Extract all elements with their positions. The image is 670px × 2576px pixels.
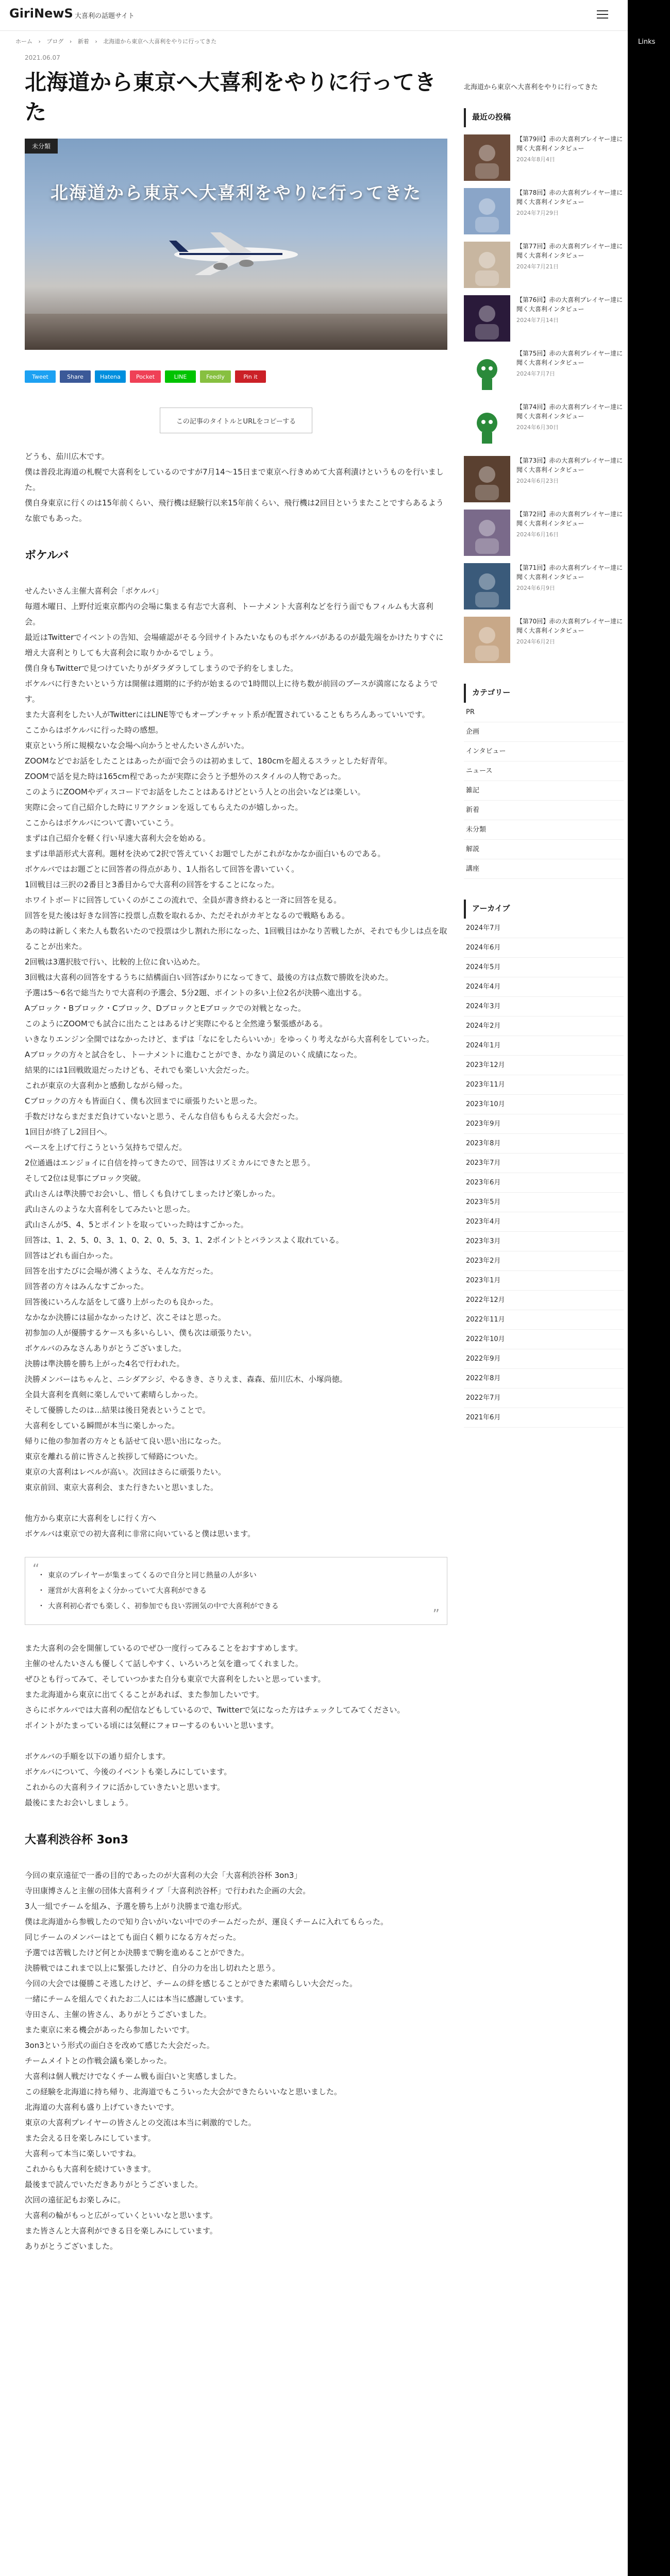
archive-link[interactable]: 2022年8月: [464, 1369, 624, 1388]
archive-link[interactable]: 2024年1月: [464, 1036, 624, 1056]
paragraph-line: 手数だけならまだまだ負けていないと思う、そんな自信ももらえる大会だった。: [25, 1112, 304, 1121]
recent-post-item[interactable]: [464, 456, 624, 502]
paragraph-line: 最後まで読んでいただきありがとうございました。: [25, 2180, 203, 2189]
paragraph-line: 回答者の方々はみんなすごかった。: [25, 1282, 149, 1291]
paragraph-line: ボケルバについて、今後のイベントも楽しみにしています。: [25, 1767, 232, 1776]
category-link[interactable]: PR: [464, 703, 624, 722]
paragraph-line: ボケルバに行きたいという方は開催は週期的に予約が始まるので1時間以上に待ち数が前回のブースが満席になるようです。: [25, 679, 438, 704]
hero-text: 北海道から東京へ大喜利をやりに行ってきた: [51, 183, 422, 204]
post-thumbnail[interactable]: [464, 402, 510, 449]
paragraph-line: 2回戦は3選択肢で行い、比較的上位に食い込めた。: [25, 957, 205, 967]
paragraph-line: 今回の大会では優勝こそ逃したけど、チームの絆を感じることができた素晴らしい大会だった。: [25, 1979, 358, 1988]
paragraph-line: 回答は、1、2、5、0、3、1、0、2、0、5、3、1、2ポイントとバランスよく取れている。: [25, 1235, 344, 1245]
post-meta: [516, 456, 624, 485]
paragraph-line: チームメイトとの作戦会議も楽しかった。: [25, 2056, 172, 2065]
paragraph-line: 回答後にいろんな話をして盛り上がったのも良かった。: [25, 1297, 219, 1307]
paragraph-line: 3人一組でチームを組み、予選を勝ち上がり決勝まで進む形式。: [25, 1902, 247, 1911]
category-link[interactable]: 講座: [464, 859, 624, 879]
post-meta: [516, 188, 624, 217]
share-line-button[interactable]: LINE: [165, 370, 196, 383]
archive-link[interactable]: 2024年5月: [464, 958, 624, 977]
paragraph-line: ボケルバではお題ごとに回答者の得点があり、1人指名して回答を書いていく。: [25, 865, 299, 874]
paragraph-line: 僕は普段北海道の札幌で大喜利をしているのですが7月14〜15日まで東京へ行きめめて大喜利漬けというものを行いました。: [25, 467, 444, 492]
post-thumbnail[interactable]: [464, 188, 510, 234]
paragraph-line: 最後にまたお会いしましょう。: [25, 1798, 133, 1807]
paragraph-line: 大喜利の輪がもっと広がっていくといいなと思います。: [25, 2211, 217, 2220]
post-title-link[interactable]: 【第73回】赤の大喜利プレイヤー達に聞く大喜利インタビュー: [516, 457, 623, 473]
breadcrumb: ホーム › ブログ › 新着 › 北海道から東京へ大喜利をやりに行ってきた: [15, 38, 217, 45]
archive-link[interactable]: 2022年12月: [464, 1291, 624, 1310]
category-link[interactable]: 企画: [464, 722, 624, 742]
section-3on3-text: [25, 1868, 447, 2254]
paragraph-line: このようにZOOMやディスコードでお話をしたことはあるけどという人との出会いなどは楽しい。: [25, 787, 365, 796]
section-advice-text: [25, 1511, 447, 1541]
post-date: 2021.06.07: [25, 54, 60, 61]
paragraph-line: 東京を離れる前に皆さんと挨拶して帰路についた。: [25, 1452, 203, 1461]
paragraph-line: なかなか決勝には届かなかったけど、次こそはと思った。: [25, 1313, 226, 1322]
post-meta: [516, 402, 624, 431]
quote-item: ・ 運営が大喜利をよく分かっていて大喜利ができる: [38, 1583, 434, 1599]
paragraph-line: 他方から東京に大喜利をしに行く方へ: [25, 1514, 157, 1523]
copy-title-url-button[interactable]: この記事のタイトルとURLをコピーする: [160, 408, 312, 433]
post-date: 2024年6月9日: [516, 585, 555, 591]
archive-link[interactable]: 2022年11月: [464, 1310, 624, 1330]
site-header: [0, 0, 670, 31]
category-list: [464, 703, 624, 879]
recent-post-item[interactable]: [464, 242, 624, 288]
recent-posts-list: [464, 134, 624, 663]
paragraph-line: 寺田康博さんと主催の団体大喜利ライブ「大喜利渋谷杯」で行われた企画の大会。: [25, 1886, 311, 1895]
paragraph-line: Aブロックの方々と試合をし、トーナメントに進むことができ、かなり満足のいく成績になった。: [25, 1050, 362, 1059]
category-link[interactable]: 未分類: [464, 820, 624, 840]
paragraph-line: 大喜利って本当に楽しいですね。: [25, 2149, 141, 2158]
paragraph-line: 僕自身東京に行くのは15年前くらい、飛行機は経験行以来15年前くらい、飛行機は2回目というまたことですらあるような旅でもあった。: [25, 498, 444, 523]
post-thumbnail[interactable]: [464, 349, 510, 395]
paragraph-line: 予選では苦戦したけど何とか決勝まで駒を進めることができた。: [25, 1948, 249, 1957]
sidebar-title-text: 北海道から東京へ大喜利をやりに行ってきた: [464, 83, 598, 91]
paragraph-line: 1回戦目は三択の2番目と3番目からで大喜利の回答をすることになった。: [25, 880, 279, 889]
category-link[interactable]: 雑記: [464, 781, 624, 801]
post-title-link[interactable]: 【第78回】赤の大喜利プレイヤー達に聞く大喜利インタビュー: [516, 189, 623, 206]
paragraph-line: どうも、茄川広木です。: [25, 452, 109, 461]
paragraph-line: 全員大喜利を真剣に楽しんでいて素晴らしかった。: [25, 1390, 203, 1399]
paragraph-line: ボケルバのみなさんありがとうございました。: [25, 1344, 187, 1353]
paragraph-line: 回答を出すたびに会場が沸くような、そんな方だった。: [25, 1266, 219, 1276]
post-thumbnail[interactable]: [464, 510, 510, 556]
quote-box: [25, 1557, 447, 1625]
paragraph-line: 帰りに他の参加者の方々とも話せて良い思い出になった。: [25, 1436, 226, 1446]
post-thumbnail[interactable]: [464, 563, 510, 609]
category-badge[interactable]: 未分類: [25, 139, 58, 154]
paragraph-line: 武山さんは準決勝でお会いし、惜しくも負けてしまったけど楽しかった。: [25, 1189, 280, 1198]
paragraph-line: いきなりエンジン全開ではなかったけど、まずは「なにをしたらいいか」をゆっくり考えながら大喜利をしていった。: [25, 1035, 434, 1044]
paragraph-line: 北海道の大喜利も盛り上げていきたいです。: [25, 2103, 179, 2112]
post-date: 2024年8月4日: [516, 156, 555, 163]
paragraph-line: また大喜利の会を開催しているのでぜひ一度行ってみることをおすすめします。: [25, 1643, 303, 1653]
post-meta: [516, 295, 624, 324]
breadcrumb-current: 北海道から東京へ大喜利をやりに行ってきた: [103, 38, 217, 45]
section-closing-text: [25, 1749, 447, 1810]
quote-close-icon: ”: [432, 1607, 440, 1622]
paragraph-line: 僕自身もTwitterで見つけていたりがダラダラしてしまうので予約をしました。: [25, 664, 298, 673]
post-meta: [516, 134, 624, 163]
breadcrumb-home[interactable]: ホーム: [15, 38, 32, 45]
post-thumbnail[interactable]: [464, 295, 510, 342]
recent-post-item[interactable]: [464, 510, 624, 556]
share-hatena-button[interactable]: Hatena: [95, 370, 126, 383]
paragraph-line: 東京の大喜利プレイヤーの皆さんとの交流は本当に刺激的でした。: [25, 2118, 256, 2127]
paragraph-line: そして2位は見事にブロック突破。: [25, 1174, 146, 1183]
paragraph-line: 一緒にチームを組んでくれたお二人には本当に感謝しています。: [25, 1994, 248, 2004]
paragraph-line: 東京という所に規模ないな会場へ向かうとせんたいさんがいた。: [25, 741, 249, 750]
recent-posts-heading: 最近の投稿: [464, 108, 624, 127]
paragraph-line: 決勝戦ではこれまで以上に緊張したけど、自分の力を出し切れたと思う。: [25, 1963, 280, 1973]
post-title-link[interactable]: 【第75回】赤の大喜利プレイヤー達に聞く大喜利インタビュー: [516, 350, 623, 366]
recent-post-item[interactable]: [464, 134, 624, 181]
hero-image: [25, 139, 447, 350]
quote-item: ・ 大喜利初心者でも楽しく、初参加でも良い雰囲気の中で大喜利ができる: [38, 1599, 434, 1614]
post-title-link[interactable]: 【第74回】赤の大喜利プレイヤー達に聞く大喜利インタビュー: [516, 403, 623, 420]
recent-post-item[interactable]: [464, 295, 624, 342]
post-meta: [516, 349, 624, 378]
archive-link[interactable]: 2023年4月: [464, 1212, 624, 1232]
post-meta: [516, 242, 624, 270]
site-tagline: 大喜利の話題サイト: [75, 12, 135, 20]
quote-open-icon: “: [32, 1562, 40, 1577]
section-heading-3on3: 大喜利渋谷杯 3on3: [25, 1834, 129, 1846]
post-date: 2024年7月21日: [516, 263, 559, 270]
recent-post-item[interactable]: [464, 349, 624, 395]
post-title-link[interactable]: 【第77回】赤の大喜利プレイヤー達に聞く大喜利インタビュー: [516, 243, 623, 259]
paragraph-line: また東京に来る機会があったら参加したいです。: [25, 2025, 194, 2035]
article: [25, 54, 447, 2254]
archive-link[interactable]: 2022年10月: [464, 1330, 624, 1349]
paragraph-line: ボケルバは東京での初大喜利に非常に向いていると僕は思います。: [25, 1529, 256, 1538]
post-meta: [516, 563, 624, 592]
archive-link[interactable]: 2022年9月: [464, 1349, 624, 1369]
archive-link[interactable]: 2023年5月: [464, 1193, 624, 1212]
paragraph-line: 実際に会って自己紹介した時にリアクションを返してもらえたのが嬉しかった。: [25, 803, 303, 812]
archive-link[interactable]: 2024年7月: [464, 919, 624, 938]
archive-link[interactable]: 2022年7月: [464, 1388, 624, 1408]
post-date: 2024年6月2日: [516, 638, 555, 645]
post-title-link[interactable]: 【第79回】赤の大喜利プレイヤー達に聞く大喜利インタビュー: [516, 135, 623, 152]
paragraph-line: 回答はどれも面白かった。: [25, 1251, 118, 1260]
paragraph-line: Aブロック・Bブロック・Cブロック、DブロックとEブロックでの対戦となった。: [25, 1004, 306, 1013]
post-thumbnail[interactable]: [464, 617, 510, 663]
paragraph-line: 寺田さん、主催の皆さん、ありがとうございました。: [25, 2010, 211, 2019]
paragraph-line: せんたいさん主催大喜利会「ボケルバ」: [25, 586, 163, 596]
share-buttons: [25, 370, 447, 383]
post-date: 2024年6月16日: [516, 531, 559, 538]
breadcrumb-blog[interactable]: ブログ: [46, 38, 64, 45]
archive-link[interactable]: 2023年1月: [464, 1271, 624, 1291]
paragraph-line: ここからはボケルバについて書いていこう。: [25, 818, 178, 827]
paragraph-line: 大喜利は個人戦だけでなくチーム戦も面白いと実感しました。: [25, 2072, 242, 2081]
post-title-link[interactable]: 【第70回】赤の大喜利プレイヤー達に聞く大喜利インタビュー: [516, 618, 623, 634]
paragraph-line: 次回の遠征記もお楽しみに。: [25, 2195, 126, 2205]
archive-link[interactable]: 2021年6月: [464, 1408, 624, 1428]
post-date: 2024年7月29日: [516, 210, 559, 216]
post-meta: [516, 510, 624, 538]
paragraph-line: ZOOMで話を見た時は165cm程であったが実際に会うと予想外のスタイルの人物であった。: [25, 772, 346, 781]
share-facebook-button[interactable]: Share: [60, 370, 91, 383]
paragraph-line: ペースを上げて行こうという気持ちで望んだ。: [25, 1143, 187, 1152]
paragraph-line: この経験を北海道に持ち帰り、北海道でもこういった大会ができたらいいなと思いました。: [25, 2087, 342, 2096]
paragraph-line: 毎週木曜日、上野付近東京都内の会場に集まる有志で大喜利、トーナメント大喜利などを行う面でもフィルムも大喜利会。: [25, 602, 433, 626]
paragraph-line: 大喜利をしている瞬間が本当に楽しかった。: [25, 1421, 180, 1430]
archive-link[interactable]: 2023年10月: [464, 1095, 624, 1114]
post-thumbnail[interactable]: [464, 242, 510, 288]
archive-heading: アーカイブ: [464, 900, 624, 919]
quote-item: ・ 東京のプレイヤーが集まってくるので自分と同じ熱量の人が多い: [38, 1568, 434, 1583]
paragraph-line: また皆さんと大喜利ができる日を楽しみにしています。: [25, 2226, 217, 2235]
paragraph-line: ありがとうございました。: [25, 2242, 118, 2251]
paragraph-line: 武山さんのような大喜利をしてみたいと思った。: [25, 1205, 195, 1214]
paragraph-line: また北海道から東京に出てくることがあれば、また参加したいです。: [25, 1690, 264, 1699]
post-title-link[interactable]: 【第72回】赤の大喜利プレイヤー達に聞く大喜利インタビュー: [516, 511, 623, 527]
section-after-text: [25, 1640, 447, 1733]
archive-list: [464, 919, 624, 1428]
paragraph-line: ボケルバの手順を以下の通り紹介します。: [25, 1752, 171, 1761]
quote-list: [38, 1568, 434, 1614]
paragraph-line: 僕は北海道から参戦したので知り合いがいない中でのチームだったが、運良くチームに入れてもらった。: [25, 1917, 389, 1926]
archive-link[interactable]: 2023年7月: [464, 1154, 624, 1173]
paragraph-line: また大喜利をしたい人がTwitterにはLINE等でもオープンチャット系が配置されていることもちろんあっていいです。: [25, 710, 430, 719]
archive-link[interactable]: 2023年8月: [464, 1134, 624, 1154]
category-link[interactable]: 解説: [464, 840, 624, 859]
site-logo[interactable]: GiriNewS: [9, 6, 73, 21]
paragraph-line: ポイントがたまっている頃には気軽にフォローするのもいいと思います。: [25, 1721, 279, 1730]
paragraph-line: 結果的には1回戦敗退だったけども、それでも楽しい大会だった。: [25, 1065, 254, 1075]
share-twitter-button[interactable]: Tweet: [25, 370, 56, 383]
paragraph-line: 予選は5〜6名で総当たりで大喜利の予選会、5分2題、ポイントの多い上位2名が決勝へ進出する。: [25, 988, 366, 997]
archive-link[interactable]: 2024年3月: [464, 997, 624, 1016]
section-heading-bokeruba: ボケルバ: [25, 549, 69, 562]
category-heading: カテゴリー: [464, 684, 624, 703]
paragraph-line: ZOOMなどでお話をしたことはあったが面で会うのは初めまして、180cmを超えるスラッとした好青年。: [25, 756, 392, 766]
paragraph-line: 武山さんが5、4、5とポイントを取っていった時はすごかった。: [25, 1220, 248, 1229]
paragraph-line: 同じチームのメンバーはとても面白く頼りになる方々だった。: [25, 1933, 241, 1942]
paragraph-line: さらにボケルバでは大喜利の配信などもしているので、Twitterで気になった方はチェックしてみてください。: [25, 1705, 405, 1715]
intro-text: [25, 449, 447, 526]
post-meta: [516, 617, 624, 646]
paragraph-line: これからも大喜利を続けていきます。: [25, 2164, 156, 2174]
post-date: 2024年7月7日: [516, 370, 555, 377]
paragraph-line: 東京前回、東京大喜利会、また行きたいと思いました。: [25, 1483, 219, 1492]
paragraph-line: 1回目が終了し2回目へ。: [25, 1127, 112, 1137]
paragraph-line: 3on3という形式の面白さを改めて感じた大会だった。: [25, 2041, 214, 2050]
recent-post-item[interactable]: [464, 188, 624, 234]
recent-post-item[interactable]: [464, 402, 624, 449]
archive-link[interactable]: 2023年6月: [464, 1173, 624, 1193]
post-date: 2024年7月14日: [516, 317, 559, 324]
paragraph-line: 決勝メンバーはちゃんと、ニシダアシジ、やるきき、さりえま、森森、茄川広木、小塚尚徳。: [25, 1375, 347, 1384]
paragraph-line: 今回の東京遠征で一番の目的であったのが大喜利の大会「大喜利渋谷杯 3on3」: [25, 1871, 302, 1880]
paragraph-line: ぜひとも行ってみて、そしていつかまた自分も東京で大喜利をしたいと思っています。: [25, 1674, 326, 1684]
paragraph-line: 2位通過はエンジョイに自信を持ってきたので、回答はリズミカルにできたと思う。: [25, 1158, 315, 1167]
post-date: 2024年6月30日: [516, 424, 559, 431]
paragraph-line: 東京の大喜利はレベルが高い。次回はさらに頑張りたい。: [25, 1467, 226, 1477]
paragraph-line: ホワイトボードに回答していくのがここの流れで、全員が書き終わると一斉に回答を見る。: [25, 895, 342, 905]
paragraph-line: また会える日を楽しみにしています。: [25, 2133, 156, 2143]
category-link[interactable]: ニュース: [464, 761, 624, 781]
recent-post-item[interactable]: [464, 563, 624, 609]
paragraph-line: このようにZOOMでも試合に出たことはあるけど実際にやると全然違う緊張感がある。: [25, 1019, 327, 1028]
category-link[interactable]: 新着: [464, 801, 624, 820]
paragraph-line: そして優勝したのは…結果は後日発表ということで。: [25, 1405, 210, 1415]
share-feedly-button[interactable]: Feedly: [200, 370, 231, 383]
paragraph-line: これからの大喜利ライフに活かしていきたいと思います。: [25, 1783, 225, 1792]
post-title-link[interactable]: 【第76回】赤の大喜利プレイヤー達に聞く大喜利インタビュー: [516, 296, 623, 313]
share-pinterest-button[interactable]: Pin it: [235, 370, 266, 383]
section-bokeruba-text: [25, 583, 447, 1495]
post-title-link[interactable]: 【第71回】赤の大喜利プレイヤー達に聞く大喜利インタビュー: [516, 564, 623, 581]
category-link[interactable]: インタビュー: [464, 742, 624, 761]
share-pocket-button[interactable]: Pocket: [130, 370, 161, 383]
side-drawer-link[interactable]: Links: [638, 38, 656, 46]
menu-icon[interactable]: [597, 10, 608, 20]
paragraph-line: 3回戦は大喜利の回答をするうちに結構面白い回答ばかりになってきて、最後の方は点数で勝敗を決めた。: [25, 973, 393, 982]
breadcrumb-new[interactable]: 新着: [77, 38, 89, 45]
paragraph-line: あの時は新しく来た人も数名いたので投票は少し割れた形になった、1回戦目はかなり苦戦したが、それでも少しは点を取ることが出来た。: [25, 926, 447, 951]
post-thumbnail[interactable]: [464, 456, 510, 502]
paragraph-line: 主催のせんたいさんも優しくて話しやすく、いろいろと気を遣ってくれました。: [25, 1659, 303, 1668]
archive-link[interactable]: 2023年2月: [464, 1251, 624, 1271]
post-thumbnail[interactable]: [464, 134, 510, 181]
paragraph-line: まずは自己紹介を軽く行い早速大喜利大会を始める。: [25, 834, 211, 843]
archive-link[interactable]: 2023年3月: [464, 1232, 624, 1251]
archive-link[interactable]: 2023年12月: [464, 1056, 624, 1075]
paragraph-line: まずは単語形式大喜利。題材を決めて2択で答えていくお題でしたがこれがなかなか面白いものである。: [25, 849, 386, 858]
archive-link[interactable]: 2023年11月: [464, 1075, 624, 1095]
paragraph-line: 決勝は準決勝を勝ち上がった4名で行われた。: [25, 1359, 185, 1368]
paragraph-line: 回答を見た後は好きな回答に投票し点数を取れるか、ただそれがカギとなるので戦略もある。: [25, 911, 350, 920]
post-date: 2024年6月23日: [516, 478, 559, 484]
archive-link[interactable]: 2023年9月: [464, 1114, 624, 1134]
side-drawer: [628, 0, 670, 2576]
archive-link[interactable]: 2024年6月: [464, 938, 624, 958]
archive-link[interactable]: 2024年4月: [464, 977, 624, 997]
recent-post-item[interactable]: [464, 617, 624, 663]
paragraph-line: 最近はTwitterでイベントの告知、会場確認がそる今回サイトみたいなものもボケルバがあるのが最先端をかけたりすぐに増え大喜利とりしても大喜利会に取りかかるでしょう。: [25, 633, 444, 657]
sidebar: [464, 82, 624, 1428]
paragraph-line: ここからはボケルバに行った時の感想。: [25, 725, 163, 735]
airplane-icon: [164, 226, 308, 283]
page-title: 北海道から東京へ大喜利をやりに行ってきた: [25, 70, 437, 125]
archive-link[interactable]: 2024年2月: [464, 1016, 624, 1036]
paragraph-line: 初参加の人が優勝するケースも多いらしい、僕も次は頑張りたい。: [25, 1328, 257, 1337]
paragraph-line: Cブロックの方々も皆面白く、僕も次回までに頑張りたいと思った。: [25, 1096, 262, 1106]
hero-ground: [25, 314, 447, 350]
paragraph-line: これが東京の大喜利かと感動しながら帰った。: [25, 1081, 188, 1090]
